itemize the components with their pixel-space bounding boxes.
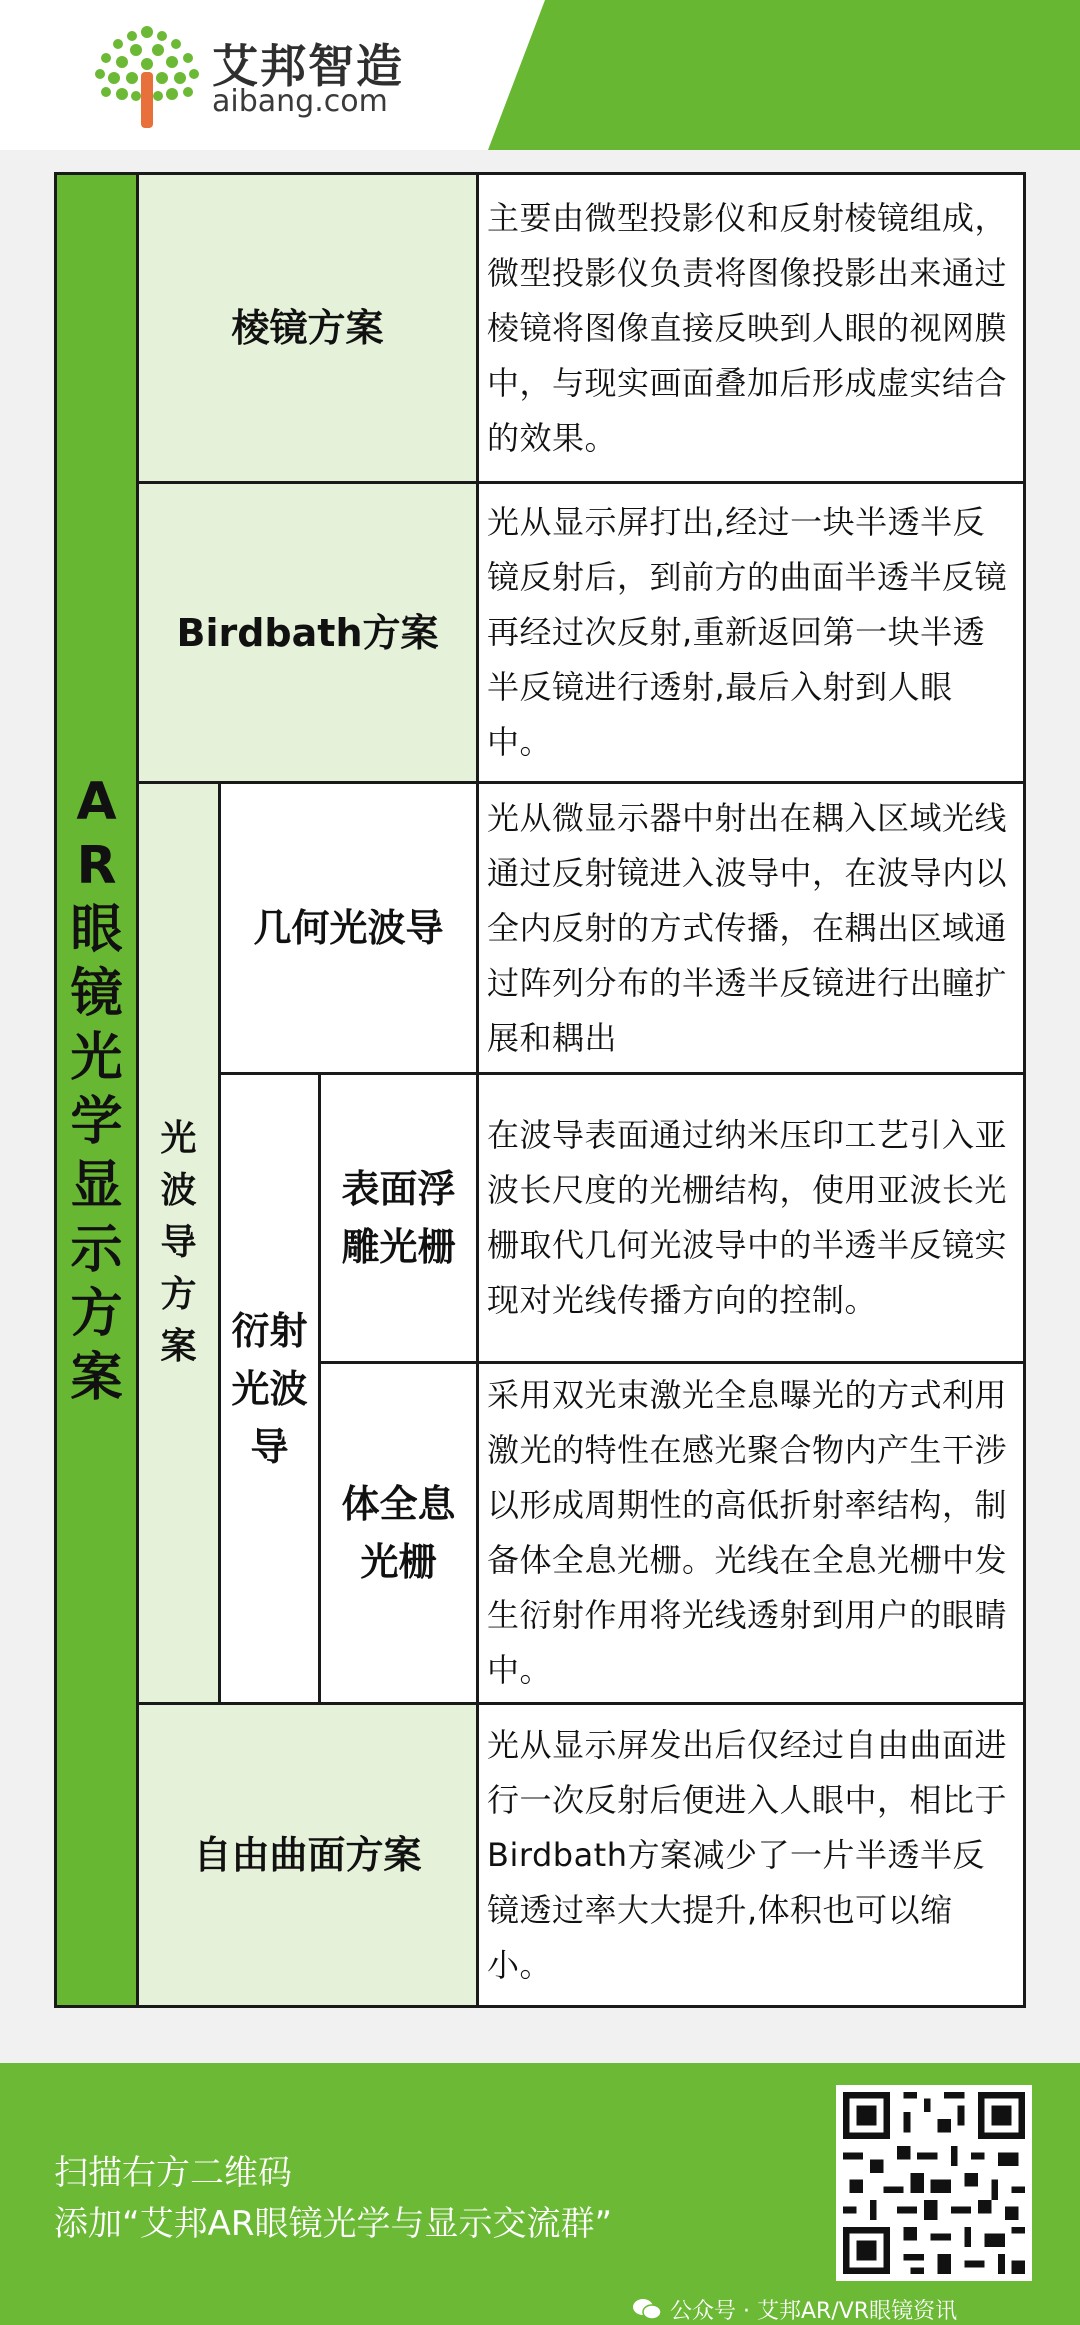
surface-grating-line: 雕光栅 (341, 1225, 456, 1269)
volume-grating-line: 光栅 (360, 1540, 437, 1584)
surface-grating-line: 表面浮 (341, 1167, 456, 1211)
header (0, 0, 1080, 150)
row-volume-grating-name (321, 1364, 479, 1705)
row-freeform-name: 自由曲面方案 (139, 1705, 479, 2005)
waveguide-char: 导 (160, 1222, 197, 1263)
title-char: A (76, 772, 117, 832)
title-char: 光 (70, 1028, 123, 1088)
title-char: 学 (70, 1092, 123, 1152)
table-main-title (57, 175, 139, 2005)
diffractive-line: 光波 (231, 1366, 308, 1411)
row-geometric-waveguide-desc: 光从微显示器中射出在耦入区域光线通过反射镜进入波导中，在波导内以全内反射的方式传播，在耦出区域通过阵列分布的半透半反镜进行出瞳扩展和耦出 (479, 784, 1023, 1075)
ar-optics-table (54, 172, 1026, 2008)
diffractive-waveguide-label (221, 1075, 321, 1705)
wechat-account-label (632, 2296, 957, 2322)
row-prism-desc: 主要由微型投影仪和反射棱镜组成，微型投影仪负责将图像投影出来通过棱镜将图像直接反映到人眼的视网膜中，与现实画面叠加后形成虚实结合的效果。 (479, 175, 1023, 484)
row-birdbath-desc: 光从显示屏打出,经过一块半透半反镜反射后，到前方的曲面半透半反镜再经过次反射,重新返回第一块半透半反镜进行透射,最后入射到人眼中。 (479, 484, 1023, 784)
title-char: 眼 (70, 900, 123, 960)
brand-name: 艾邦智造 (212, 39, 404, 93)
qr-code-icon[interactable] (836, 2085, 1032, 2281)
footer-line2: 添加“艾邦AR眼镜光学与显示交流群” (54, 2204, 613, 2244)
title-char: 镜 (70, 964, 123, 1024)
wechat-icon (632, 2298, 662, 2320)
row-surface-grating-desc: 在波导表面通过纳米压印工艺引入亚波长尺度的光栅结构，使用亚波长光栅取代几何光波导中的半透半反镜实现对光线传播方向的控制。 (479, 1075, 1023, 1364)
footer-line1: 扫描右方二维码 (54, 2153, 292, 2193)
title-char: R (76, 836, 117, 896)
waveguide-char: 方 (160, 1274, 197, 1315)
row-geometric-waveguide-name: 几何光波导 (221, 784, 479, 1075)
row-freeform-desc: 光从显示屏发出后仅经过自由曲面进行一次反射后便进入人眼中，相比于Birdbath方案减少了一片半透半反镜透过率大大提升,体积也可以缩小。 (479, 1705, 1023, 2005)
title-char: 方 (70, 1284, 123, 1344)
tree-logo-icon (92, 24, 202, 130)
waveguide-group-label (139, 784, 221, 1705)
row-prism-name: 棱镜方案 (139, 175, 479, 484)
row-birdbath-name: Birdbath方案 (139, 484, 479, 784)
brand-url: aibang.com (212, 84, 388, 119)
row-surface-grating-name (321, 1075, 479, 1364)
waveguide-char: 案 (160, 1326, 197, 1367)
wechat-account-text: 公众号 · 艾邦AR/VR眼镜资讯 (670, 2298, 958, 2324)
title-char: 示 (70, 1220, 123, 1280)
diffractive-line: 导 (250, 1424, 289, 1469)
diffractive-line: 衍射 (231, 1308, 308, 1353)
waveguide-char: 光 (160, 1118, 197, 1159)
volume-grating-line: 体全息 (341, 1482, 456, 1526)
title-char: 显 (70, 1156, 123, 1216)
title-char: 案 (70, 1348, 123, 1408)
waveguide-char: 波 (160, 1170, 197, 1211)
row-volume-grating-desc: 采用双光束激光全息曝光的方式利用激光的特性在感光聚合物内产生干涉以形成周期性的高低折射率结构，制备体全息光栅。光线在全息光栅中发生衍射作用将光线透射到用户的眼睛中。 (479, 1364, 1023, 1705)
